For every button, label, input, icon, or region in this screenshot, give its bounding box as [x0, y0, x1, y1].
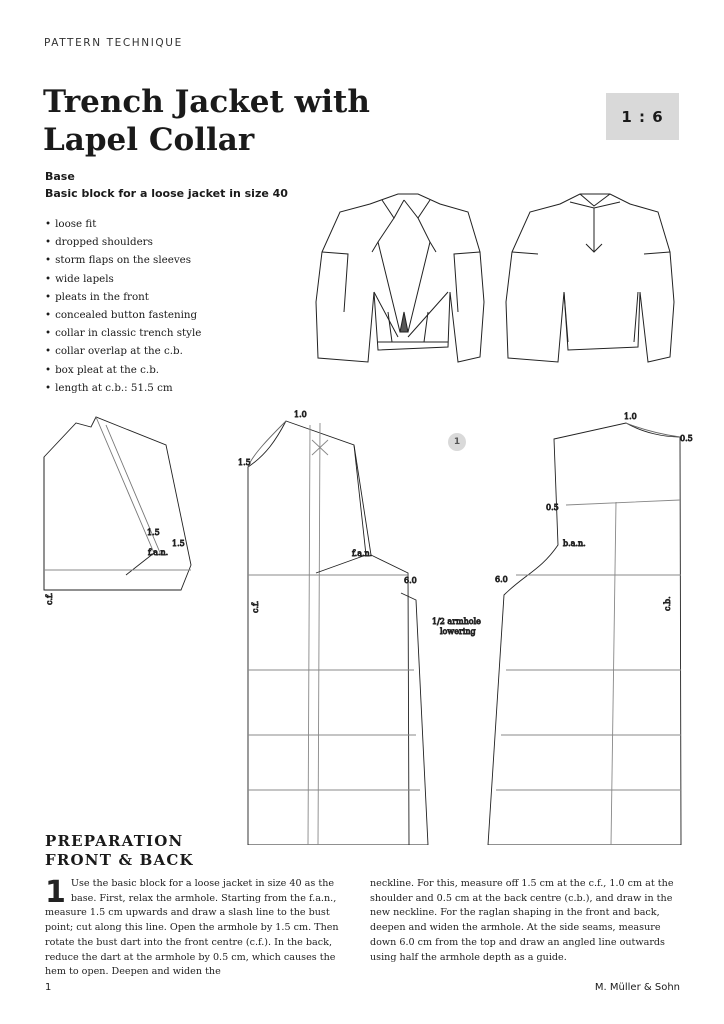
list-item: • concealed button fastening — [45, 306, 201, 324]
jacket-technical-sketch — [308, 182, 688, 382]
label-ban: b.a.n. — [563, 539, 586, 548]
title-line-1: Trench Jacket with — [43, 84, 370, 120]
label-1-5-dart: 1.5 — [172, 539, 185, 548]
list-item: • loose fit — [45, 215, 201, 233]
label-armhole-1: 1/2 armhole — [432, 617, 481, 626]
list-item: • collar in classic trench style — [45, 324, 201, 342]
label-fan-mid: f.a.n. — [352, 549, 373, 558]
label-0-5-top: 0.5 — [680, 434, 693, 443]
base-description: Basic block for a loose jacket in size 40 — [45, 187, 288, 200]
label-1-0-front: 1.0 — [294, 410, 307, 419]
section-kicker: PATTERN TECHNIQUE — [44, 37, 183, 49]
back-pattern-piece — [488, 412, 693, 845]
list-item: • collar overlap at the c.b. — [45, 342, 201, 360]
base-label: Base — [45, 170, 75, 183]
section-heading-line-1: PREPARATION — [45, 832, 184, 850]
base-info — [45, 168, 288, 202]
section-heading-line-2: FRONT & BACK — [45, 851, 194, 869]
feature-list — [45, 215, 201, 397]
scale-badge: 1 : 6 — [606, 93, 679, 140]
list-item: • storm flaps on the sleeves — [45, 251, 201, 269]
title-line-2: Lapel Collar — [43, 122, 255, 158]
label-6-front: 6.0 — [404, 576, 417, 585]
label-cf-left: c.f. — [45, 592, 54, 605]
list-item: • wide lapels — [45, 270, 201, 288]
drop-cap: 1 — [45, 875, 66, 910]
label-armhole-2: lowering — [440, 627, 476, 636]
small-front-block — [44, 417, 191, 605]
list-item: • box pleat at the c.b. — [45, 361, 201, 379]
label-0-5-dart: 0.5 — [546, 503, 559, 512]
page-number: 1 — [45, 982, 52, 993]
publisher-credit: M. Müller & Sohn — [594, 982, 680, 993]
body-column-1 — [45, 877, 355, 980]
jacket-back-view — [506, 194, 674, 362]
label-cf-mid: c.f. — [251, 600, 260, 613]
label-1-0-back: 1.0 — [624, 412, 637, 421]
jacket-front-view — [316, 194, 484, 362]
list-item: • dropped shoulders — [45, 233, 201, 251]
step-badge: 1 — [448, 433, 466, 451]
body-column-2: neckline. For this, measure off 1.5 cm at the c.f., 1.0 cm at the shoulder and 0.5 cm at the back centre (c.b.), and draw in the new neckline. For the raglan shaping in the front and back, deepen and widen the armhole. At the side seams, measure down 6.0 cm from the top and draw an angled line outwards using half the armhole depth as a guide. — [370, 878, 674, 963]
page-title — [43, 83, 423, 159]
list-item: • length at c.b.: 51.5 cm — [45, 379, 201, 397]
list-item: • pleats in the front — [45, 288, 201, 306]
label-fan-left: f.a.n. — [148, 548, 169, 557]
label-cb: c.b. — [663, 596, 672, 611]
label-1-5-slash: 1.5 — [147, 528, 160, 537]
section-heading — [45, 832, 194, 870]
label-1-5-neck: 1.5 — [238, 458, 251, 467]
body-text-1: Use the basic block for a loose jacket in size 40 as the base. First, relax the armhole. Starting from the f.a.n., measure 1.5 cm upwards and draw a slash line to the bust point; cut along this line. Open the armhole by 1.5 cm. Then rotate the bust dart into the front centre (c.f.). In the back, reduce the dart at the armhole by 0.5 cm, which causes the hem to open. Deepen and widen the — [45, 878, 339, 978]
front-pattern-piece — [238, 410, 428, 845]
pattern-diagram — [36, 405, 696, 845]
label-6-back: 6.0 — [495, 575, 508, 584]
